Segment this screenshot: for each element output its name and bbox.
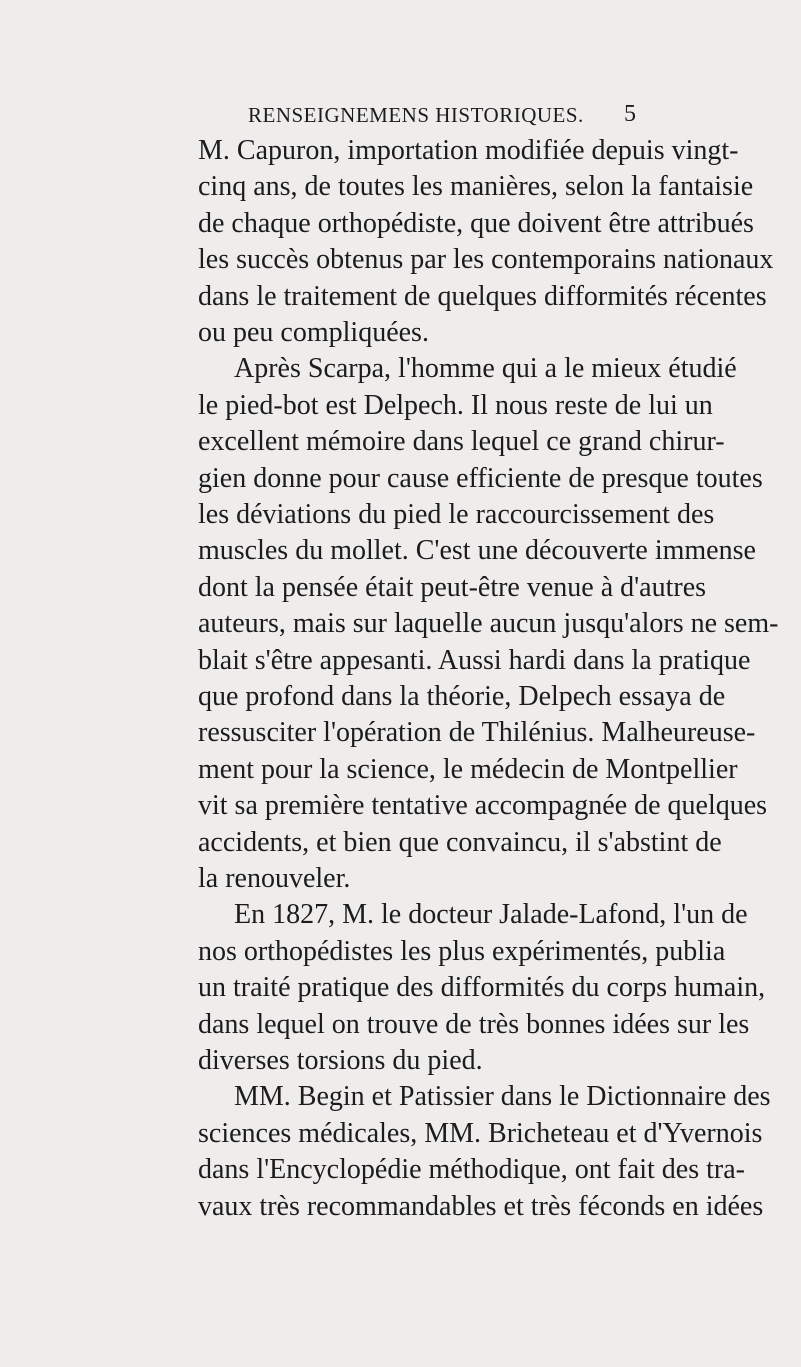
paragraph-start: En 1827, M. le docteur Jalade-Lafond, l'un de (234, 899, 748, 931)
text-line: diverses torsions du pied. (198, 1045, 483, 1076)
text-line: ou peu compliquées. (198, 317, 429, 348)
text-line: dans lequel on trouve de très bonnes idées sur les (198, 1008, 750, 1040)
text-line: que profond dans la théorie, Delpech essaya de (198, 681, 726, 712)
text-line: cinq ans, de toutes les manières, selon la fantaisie (198, 171, 754, 203)
text-line: les déviations du pied le raccourcissement des (198, 499, 715, 530)
text-line: dont la pensée était peut-être venue à d'autres (198, 571, 707, 603)
paragraph-start: Après Scarpa, l'homme qui a le mieux étudié (234, 353, 737, 385)
text-line: le pied-bot est Delpech. Il nous reste de lui un (198, 389, 713, 421)
text-line: sciences médicales, MM. Bricheteau et d'Yvernois (198, 1117, 763, 1149)
text-line: M. Capuron, importation modifiée depuis vingt- (198, 135, 739, 166)
text-line: muscles du mollet. C'est une découverte immense (198, 535, 756, 567)
paragraph-start: MM. Begin et Patissier dans le Dictionnaire des (234, 1081, 771, 1113)
text-line: dans l'Encyclopédie méthodique, ont fait des tra- (198, 1154, 745, 1186)
text-line: excellent mémoire dans lequel ce grand chirur- (198, 426, 725, 458)
text-line: nos orthopédistes les plus expérimentés, publia (198, 935, 726, 967)
text-line: blait s'être appesanti. Aussi hardi dans la pratique (198, 644, 751, 676)
text-line: vaux très recommandables et très féconds en idées (198, 1190, 764, 1222)
text-line: les succès obtenus par les contemporains nationaux (198, 244, 774, 276)
text-line: gien donne pour cause efficiente de presque toutes (198, 462, 763, 494)
text-line: vit sa première tentative accompagnée de quelques (198, 790, 768, 822)
text-line: la renouveler. (198, 863, 351, 894)
text-line: auteurs, mais sur laquelle aucun jusqu'alors ne sem- (198, 608, 779, 640)
running-title: RENSEIGNEMENS HISTORIQUES. (248, 103, 584, 127)
text-line: dans le traitement de quelques difformités récentes (198, 280, 767, 312)
text-line: ressusciter l'opération de Thilénius. Malheureuse- (198, 717, 756, 749)
text-line: de chaque orthopédiste, que doivent être attribués (198, 207, 754, 239)
text-line: un traité pratique des difformités du corps humain, (198, 972, 766, 1004)
text-line: accidents, et bien que convaincu, il s'abstint de (198, 826, 722, 858)
page-number: 5 (624, 101, 636, 127)
page-header (248, 103, 801, 133)
text-line: ment pour la science, le médecin de Montpellier (198, 753, 738, 785)
